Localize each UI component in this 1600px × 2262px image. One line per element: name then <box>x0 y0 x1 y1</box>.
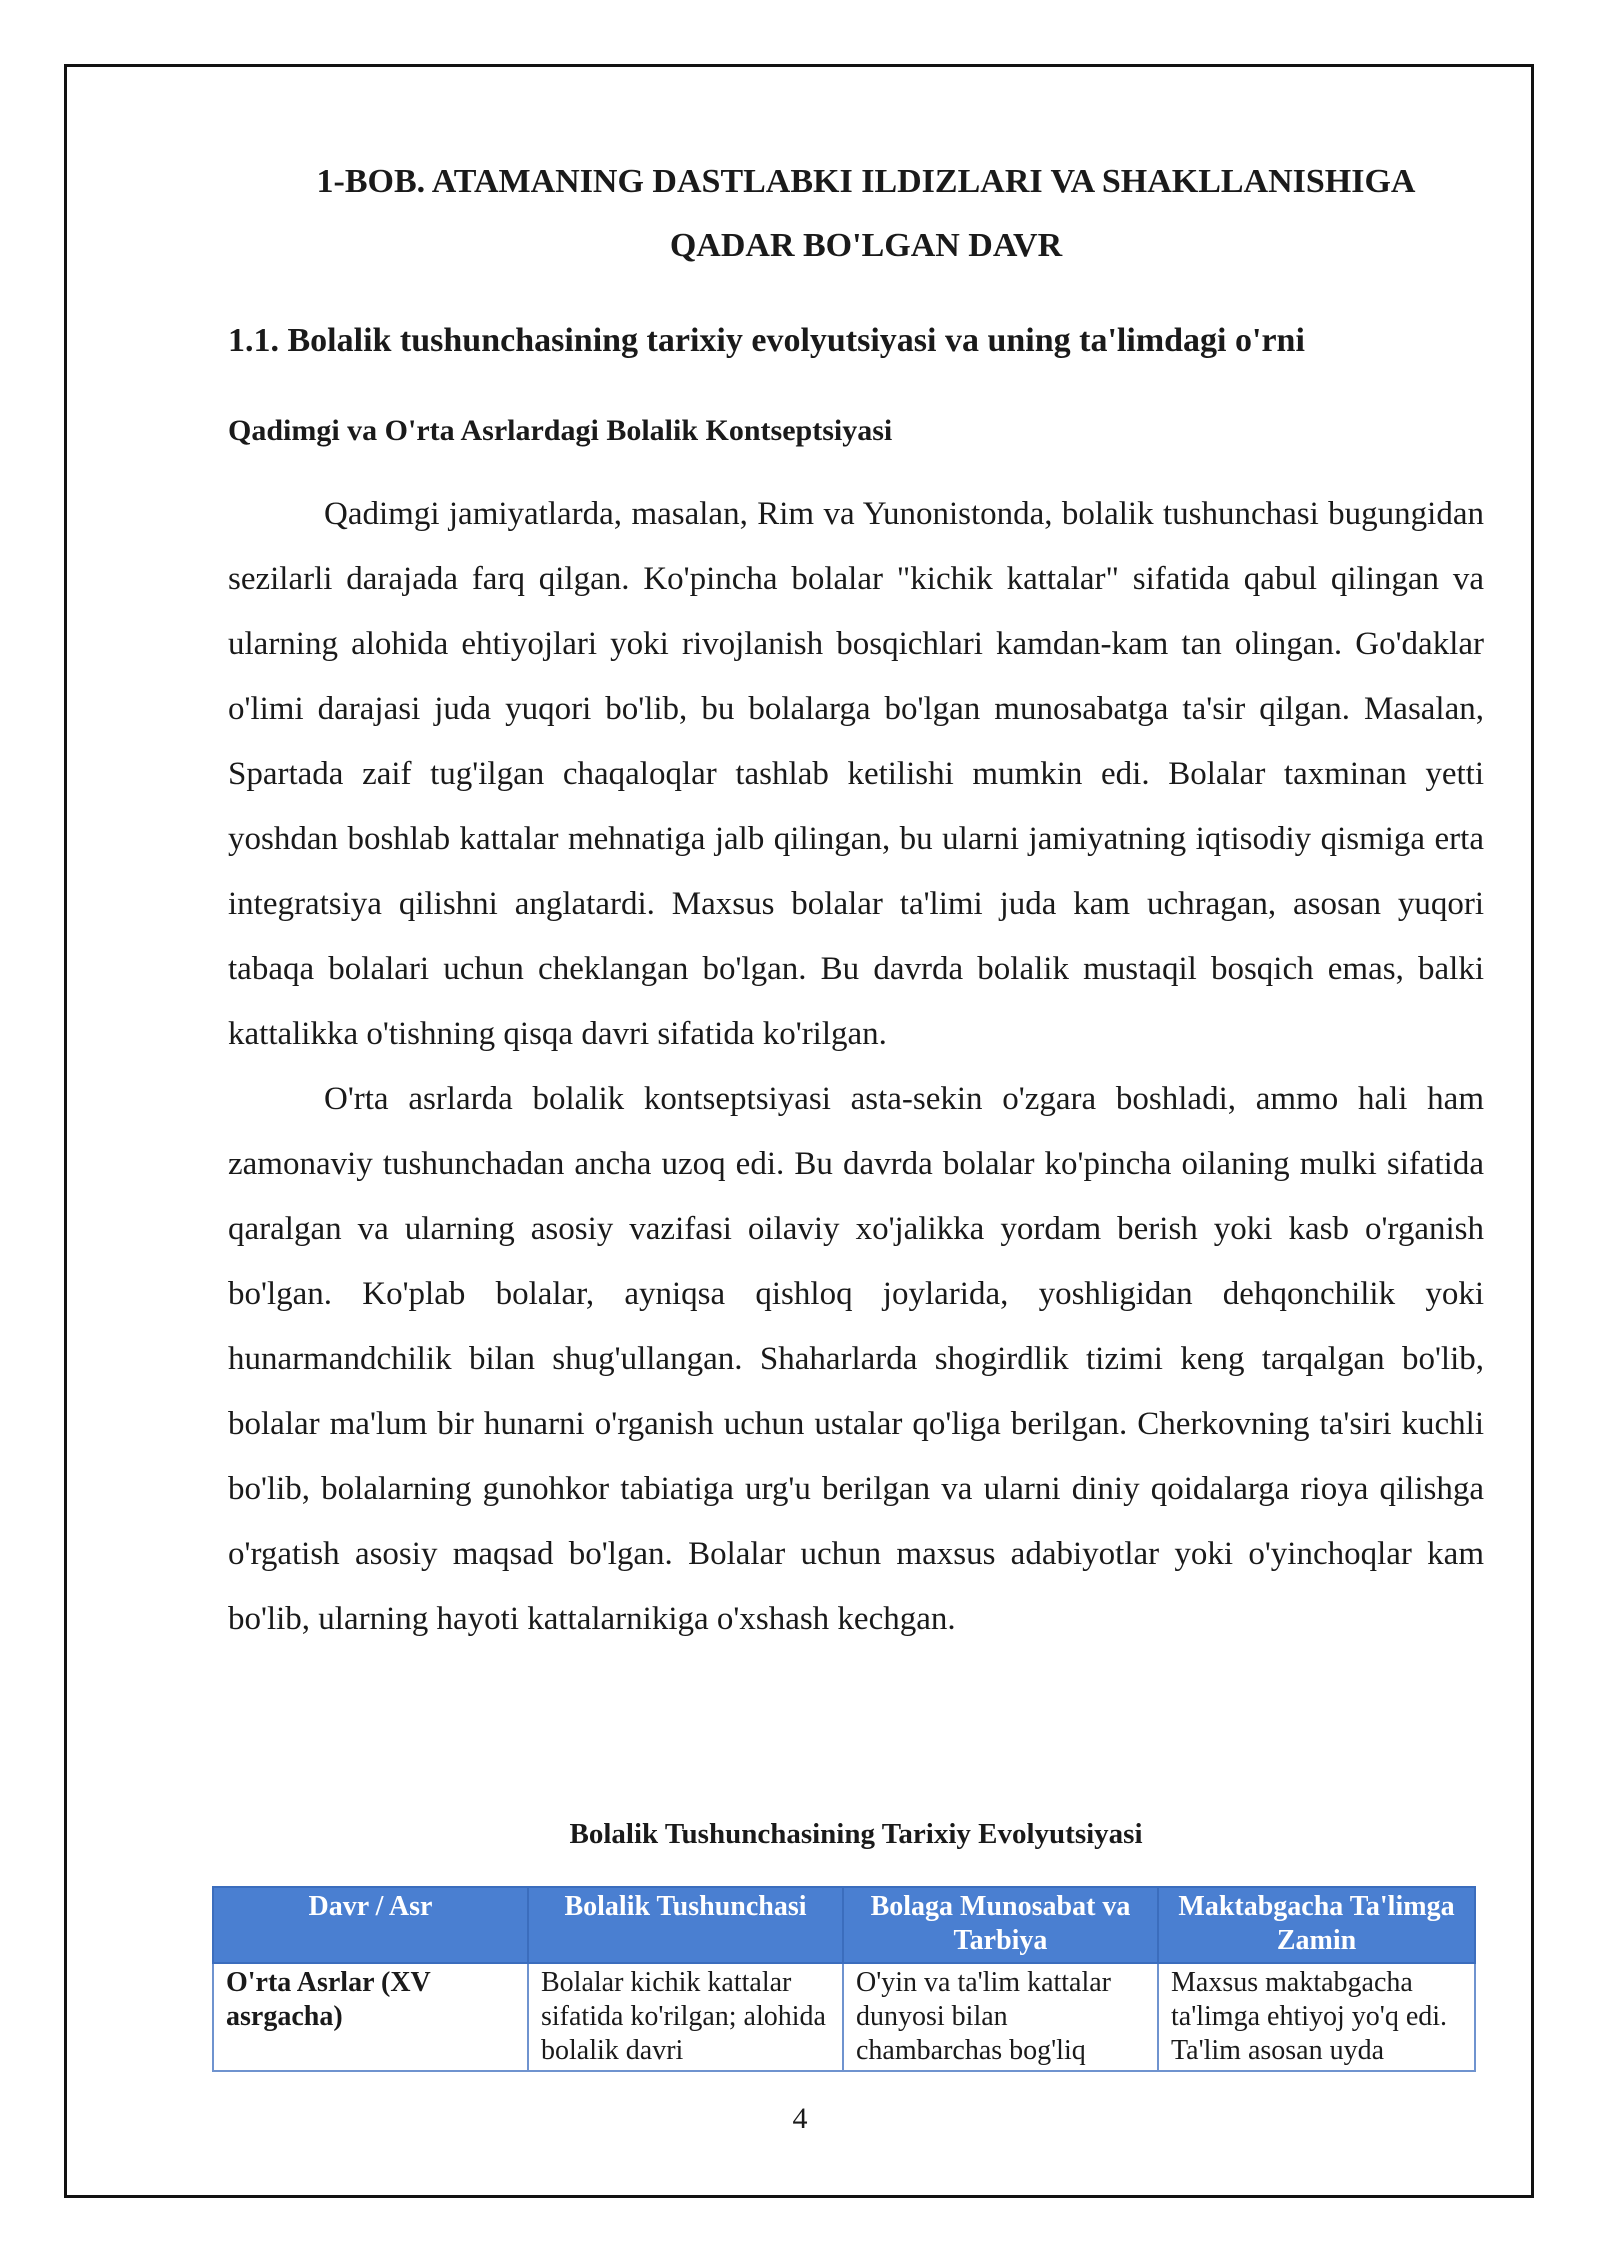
table-cell-text: Maxsus maktabgacha ta'limga ehtiyoj yo'q edi. Ta'lim asosan uyda <box>1171 1967 1448 2066</box>
table-header-cell: Davr / Asr <box>213 1887 528 1963</box>
table-cell-text: O'rta Asrlar (XV asrgacha) <box>226 1967 431 2032</box>
table-caption: Bolalik Tushunchasining Tarixiy Evolyutsiyasi <box>569 1818 1143 1850</box>
table-cell <box>528 1963 843 2071</box>
table-header-row <box>213 1887 1475 1963</box>
page-number: 4 <box>792 2102 808 2135</box>
table-cell <box>843 1963 1158 2071</box>
evolution-table <box>212 1886 1476 2072</box>
chapter-title <box>228 150 1484 278</box>
body-text <box>228 482 1484 1652</box>
subsection-title: Qadimgi va O'rta Asrlardagi Bolalik Kontseptsiyasi <box>228 414 893 447</box>
paragraph: Qadimgi jamiyatlarda, masalan, Rim va Yunonistonda, bolalik tushunchasi bugungidan sezilarli darajada farq qilgan. Ko'pincha bolalar "kichik kattalar" sifatida qabul qilingan va ularning alohida ehtiyojlari yoki rivojlanish bosqichlari kamdan-kam tan olingan. Go'daklar o'limi darajasi juda yuqori bo'lib, bu bolalarga bo'lgan munosabatga ta'sir qilgan. Masalan, Spartada zaif tug'ilgan chaqaloqlar tashlab ketilishi mumkin edi. Bolalar taxminan yetti yoshdan boshlab kattalar mehnatiga jalb qilingan, bu ularni jamiyatning iqtisodiy qismiga erta integratsiya qilishni anglatardi. Maxsus bolalar ta'limi juda kam uchragan, asosan yuqori tabaqa bolalari uchun cheklangan bo'lgan. Bu davrda bolalik mustaqil bosqich emas, balki kattalikka o'tishning qisqa davri sifatida ko'rilgan. <box>228 496 1484 1052</box>
chapter-title-line1: 1-BOB. ATAMANING DASTLABKI ILDIZLARI VA SHAKLLANISHIGA <box>316 163 1416 200</box>
table-header-cell: Bolalik Tushunchasi <box>528 1887 843 1963</box>
table-cell <box>213 1963 528 2071</box>
chapter-title-line2: QADAR BO'LGAN DAVR <box>669 227 1063 264</box>
table-header-cell: Bolaga Munosabat va Tarbiya <box>843 1887 1158 1963</box>
table-cell <box>1158 1963 1475 2071</box>
table-row <box>213 1963 1475 2071</box>
table-cell-text: Bolalar kichik kattalar sifatida ko'rilgan; alohida bolalik davri <box>541 1967 826 2066</box>
paragraph: O'rta asrlarda bolalik kontseptsiyasi asta-sekin o'zgara boshladi, ammo hali ham zamonaviy tushunchadan ancha uzoq edi. Bu davrda bolalar ko'pincha oilaning mulki sifatida qaralgan va ularning asosiy vazifasi oilaviy xo'jalikka yordam berish yoki kasb o'rganish bo'lgan. Ko'plab bolalar, ayniqsa qishloq joylarida, yoshligidan dehqonchilik yoki hunarmandchilik bilan shug'ullangan. Shaharlarda shogirdlik tizimi keng tarqalgan bo'lib, bolalar ma'lum bir hunarni o'rganish uchun ustalar qo'liga berilgan. Cherkovning ta'siri kuchli bo'lib, bolalarning gunohkor tabiatiga urg'u berilgan va ularni diniy qoidalarga rioya qilishga o'rgatish asosiy maqsad bo'lgan. Bolalar uchun maxsus adabiyotlar yoki o'yinchoqlar kam bo'lib, ularning hayoti kattalarnikiga o'xshash kechgan. <box>228 1081 1484 1637</box>
table-header-cell: Maktabgacha Ta'limga Zamin <box>1158 1887 1475 1963</box>
table-cell-text: O'yin va ta'lim kattalar dunyosi bilan chambarchas bog'liq <box>856 1967 1112 2066</box>
section-title: 1.1. Bolalik tushunchasining tarixiy evolyutsiyasi va uning ta'limdagi o'rni <box>228 322 1305 359</box>
